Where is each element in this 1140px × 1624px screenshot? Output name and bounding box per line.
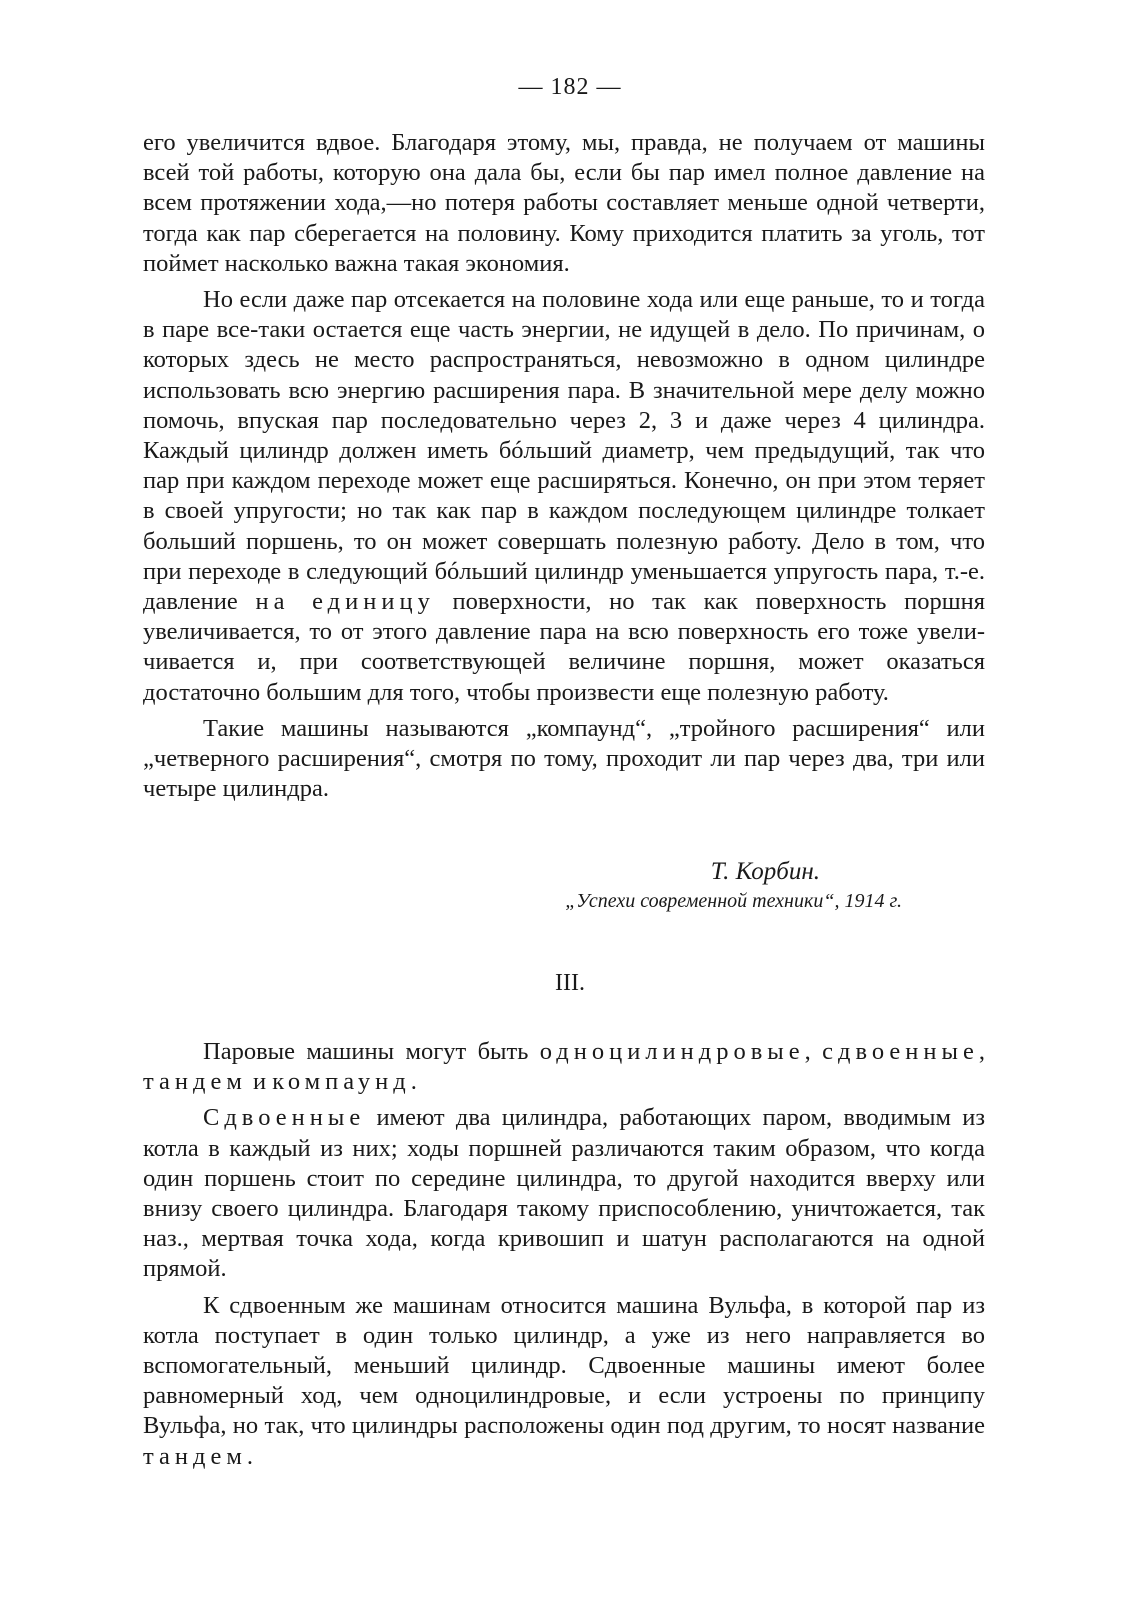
paragraph-text: ,: [978, 1038, 985, 1065]
paragraph-6: [143, 1291, 985, 1472]
paragraph-text: Но если даже пар отсекается на половине хода или еще раньше, то и тогда в паре все-таки остается еще часть энергии, не идущей в дело. По причинам, о которых здесь не место распространяться, невозможно в одном цилиндре использовать всю энергию расширения пара. В значительной мере делу можно помочь, впуская пар последовательно через 2, 3 и даже через 4 цилиндра. Каждый цилиндр должен иметь бóльший диаметр, чем предыдущий, так что пар при каждом переходе может еще расширяться. Конечно, он при этом теряет в своей упругости; но так как пар в каждом последующем цилиндре толкает больший поршень, то он может совершать полезную работу. Дело в том, что при переходе в следующий бóльший цилиндр уменьшается упругость пара, т.-е. давление: [143, 286, 985, 616]
paragraph-text: его увеличится вдвое. Благодаря этому, мы, правда, не получаем от машины всей той работы, которую она дала бы, если бы пар имел полное давление на всем протяжении хода,—но потеря работы составляет меньше одной четверти, тогда как пар сберегается на половину. Кому приходится платить за уголь, тот поймет насколько важна такая экономия.: [143, 129, 985, 277]
spaced-emphasis: одноцилиндровые: [539, 1038, 805, 1065]
paragraph-text: Паровые машины могут быть: [203, 1038, 540, 1065]
section-heading: III.: [555, 970, 585, 996]
spaced-emphasis: компаунд: [272, 1068, 411, 1096]
spaced-emphasis: тандем: [143, 1442, 247, 1470]
paragraph-1: [143, 128, 985, 279]
paragraph-text: имеют два цилиндра, работающих паром, вводимым из котла в каждый из них; ходы поршней различаются таким образом, что когда один поршень стоит по середине цилиндра, то другой находится вверху или внизу своего цилиндра. Благодаря такому приспособлению, уничтожается, так наз., мертвая точка хода, когда кривошип и шатун располагаются на одной прямой.: [143, 1104, 985, 1283]
paragraph-text: .: [246, 1442, 253, 1470]
paragraph-text: ,: [804, 1038, 823, 1065]
signature-author: Т. Корбин.: [710, 858, 820, 885]
paragraph-text: .: [410, 1068, 417, 1096]
signature-source: „Успехи современной техники“, 1914 г.: [565, 890, 902, 912]
paragraph-text: К сдвоенным же машинам относится машина Вульфа, в которой пар из котла поступает в один только цилиндр, а уже из него направляется во вспомогательный, меньший цилиндр. Сдвоенные машины имеют более равномерный ход, чем одноцилиндровые, и если устроены по принципу Вульфа, но так, что цилиндры расположены один под другим, то носят название: [143, 1291, 985, 1440]
spaced-emphasis: Сдвоенные: [203, 1104, 366, 1132]
text-block-bottom: [143, 1037, 985, 1472]
spaced-emphasis: сдвоенные: [822, 1038, 979, 1065]
page-number: — 182 —: [518, 74, 622, 100]
paragraph-4: [143, 1037, 985, 1097]
paragraph-3: [143, 714, 985, 805]
paragraph-2: [143, 285, 985, 708]
paragraph-text: поверхности, но так как поверхность поршня увеличивается, то от этого давление пара на всю поверхность его тоже увеличивается и, при соответствующей величине поршня, может оказаться достаточно большим для того, чтобы произвести еще полезную работу.: [143, 588, 985, 706]
spaced-emphasis: тандем: [143, 1068, 247, 1096]
paragraph-text: и: [246, 1068, 273, 1096]
text-block-top: [143, 128, 985, 804]
spaced-emphasis: на единицу: [255, 588, 435, 616]
paragraph-text: Такие машины называются „компаунд“, „тройного расширения“ или „четверного расширения“, смотря по тому, проходит ли пар через два, три или четыре цилиндра.: [143, 714, 985, 803]
paragraph-5: [143, 1103, 985, 1284]
